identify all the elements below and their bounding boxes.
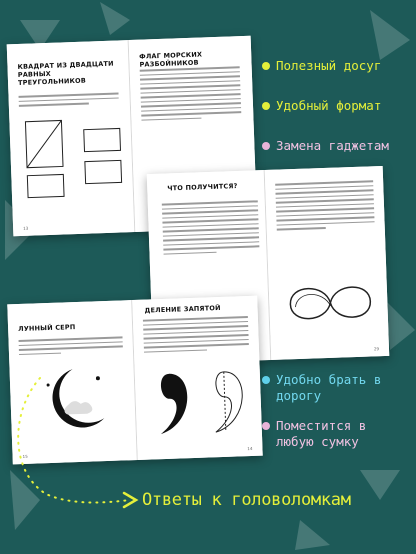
text-block [19, 92, 119, 109]
page-number: 29 [373, 346, 380, 352]
page-square-triangles [7, 40, 136, 236]
comma-shapes-illustration [149, 366, 251, 439]
feature-fits-bag [262, 418, 402, 450]
page-number: 14 [247, 445, 253, 452]
feature-label: Удобный формат [276, 98, 382, 113]
bullet-dot [262, 62, 270, 70]
dashed-arrow-icon [6, 372, 146, 512]
page-title: ДЕЛЕНИЕ ЗАПЯТОЙ [144, 303, 221, 315]
feature-label: Полезный досуг [276, 58, 382, 73]
answers-caption: Ответы к головоломкам [142, 490, 351, 510]
bullet-dot [262, 376, 270, 384]
bullet-dot [262, 102, 270, 110]
bullet-dot [262, 422, 270, 430]
feature-useful-leisure [262, 58, 381, 74]
page-number: 15 [22, 453, 28, 459]
bullet-dot [262, 142, 270, 150]
feature-label: Поместится в любую сумку [276, 418, 367, 449]
puzzle-diagram [23, 116, 126, 199]
page-mobius-strip [265, 166, 390, 360]
page-title: КВАДРАТ ИЗ ДВАДЦАТИ РАВНЫХ ТРЕУГОЛЬНИКОВ [17, 59, 114, 87]
mobius-strip-illustration [285, 276, 377, 329]
page-title: ЧТО ПОЛУЧИТСЯ? [167, 182, 238, 193]
feature-travel-friendly [262, 372, 402, 404]
page-number: 13 [23, 225, 29, 231]
feature-gadget-replacement [262, 138, 389, 154]
text-block [140, 66, 242, 123]
text-block [143, 316, 249, 356]
text-block [275, 180, 375, 233]
text-block [19, 336, 124, 358]
text-block [162, 200, 260, 257]
feature-label: Замена гаджетам [276, 138, 389, 153]
feature-convenient-format [262, 98, 381, 114]
page-title: ЛУННЫЙ СЕРП [18, 323, 76, 334]
page-title: ФЛАГ МОРСКИХ РАЗБОЙНИКОВ [139, 50, 203, 69]
page-comma-division [132, 296, 263, 460]
feature-label: Удобно брать в дорогу [276, 372, 382, 403]
